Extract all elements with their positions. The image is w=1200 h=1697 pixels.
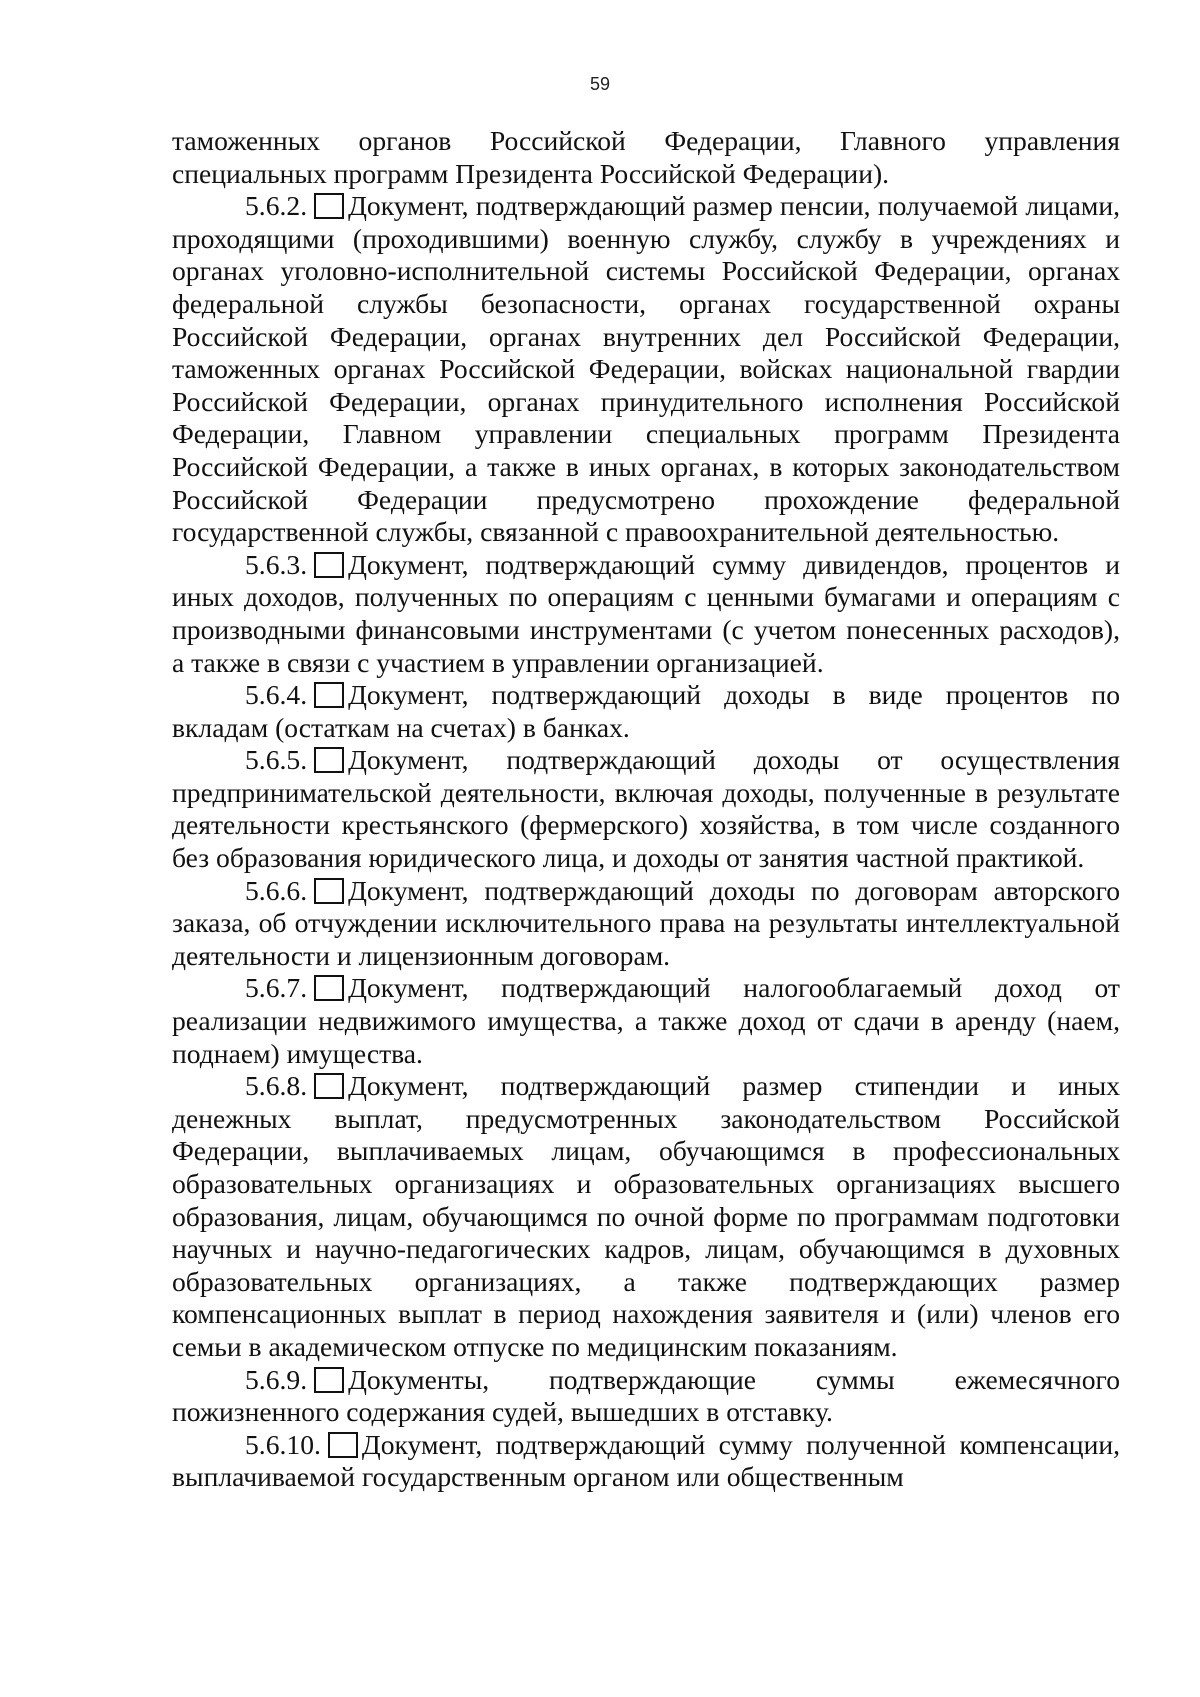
item-5-6-2: [172, 190, 1120, 549]
checkbox[interactable]: [314, 747, 344, 773]
document-body: [172, 125, 1120, 1494]
item-5-6-10: [172, 1429, 1120, 1494]
item-text: Документы, подтверждающие суммы ежемесячного пожизненного содержания судей, вышедших в отставку.: [172, 1363, 1120, 1428]
page-number: 59: [589, 74, 611, 94]
item-5-6-6: [172, 875, 1120, 973]
item-5-6-7: [172, 972, 1120, 1070]
checkbox[interactable]: [314, 1367, 344, 1393]
item-5-6-3: [172, 549, 1120, 679]
checkbox[interactable]: [314, 975, 344, 1001]
item-5-6-8: [172, 1070, 1120, 1363]
checkbox[interactable]: [314, 193, 344, 219]
item-number: 5.6.5.: [245, 744, 308, 776]
item-5-6-5: [172, 744, 1120, 874]
item-text: Документ, подтверждающий сумму дивидендов, процентов и иных доходов, полученных по операциям с ценными бумагами и операциям с производными финансовыми инструментами (с учетом понесенных расходов), а также в связи с участием в управлении организацией.: [172, 548, 1120, 678]
intro-paragraph: таможенных органов Российской Федерации, Главного управления специальных программ Президента Российской Федерации).: [172, 125, 1120, 189]
item-number: 5.6.3.: [245, 548, 308, 580]
checkbox[interactable]: [314, 682, 344, 708]
item-text: Документ, подтверждающий сумму полученной компенсации, выплачиваемой государственным органом или общественным: [172, 1428, 1120, 1493]
checkbox[interactable]: [314, 1073, 344, 1099]
item-number: 5.6.7.: [245, 972, 308, 1004]
item-number: 5.6.8.: [245, 1070, 308, 1102]
item-number: 5.6.6.: [245, 874, 308, 906]
item-text: Документ, подтверждающий размер стипендии и иных денежных выплат, предусмотренных законодательством Российской Федерации, выплачиваемых лицам, обучающимся в профессиональных образовательных организациях и образовательных организациях высшего образования, лицам, обучающимся по очной форме по программам подготовки научных и научно-педагогических кадров, лицам, обучающимся в духовных образовательных организациях, а также подтверждающих размер компенсационных выплат в период нахождения заявителя и (или) членов его семьи в академическом отпуске по медицинским показаниям.: [172, 1070, 1120, 1362]
item-number: 5.6.9.: [245, 1363, 308, 1395]
item-5-6-4: [172, 679, 1120, 744]
item-text: Документ, подтверждающий налогооблагаемый доход от реализации недвижимого имущества, а также доход от сдачи в аренду (наем, поднаем) имущества.: [172, 972, 1120, 1069]
item-text: Документ, подтверждающий доходы в виде процентов по вкладам (остаткам на счетах) в банках.: [172, 679, 1120, 743]
item-number: 5.6.4.: [245, 679, 308, 711]
item-number: 5.6.10.: [245, 1428, 321, 1460]
item-number: 5.6.2.: [245, 190, 308, 222]
item-text: Документ, подтверждающий доходы по договорам авторского заказа, об отчуждении исключительного права на результаты интеллектуальной деятельности и лицензионным договорам.: [172, 874, 1120, 971]
checkbox[interactable]: [314, 878, 344, 904]
item-text: Документ, подтверждающий доходы от осуществления предпринимательской деятельности, включая доходы, полученные в результате деятельности крестьянского (фермерского) хозяйства, в том числе созданного без образования юридического лица, и доходы от занятия частной практикой.: [172, 744, 1120, 874]
item-5-6-9: [172, 1364, 1120, 1429]
item-text: Документ, подтверждающий размер пенсии, получаемой лицами, проходящими (проходившими) военную службу, службу в учреждениях и органах уголовно-исполнительной системы Российской Федерации, органах федеральной службы безопасности, органах государственной охраны Российской Федерации, органах внутренних дел Российской Федерации, таможенных органах Российской Федерации, войсках национальной гвардии Российской Федерации, органах принудительного исполнения Российской Федерации, Главном управлении специальных программ Президента Российской Федерации, а также в иных органах, в которых законодательством Российской Федерации предусмотрено прохождение федеральной государственной службы, связанной с правоохранительной деятельностью.: [172, 190, 1120, 548]
checkbox[interactable]: [314, 552, 344, 578]
checkbox[interactable]: [328, 1432, 358, 1458]
